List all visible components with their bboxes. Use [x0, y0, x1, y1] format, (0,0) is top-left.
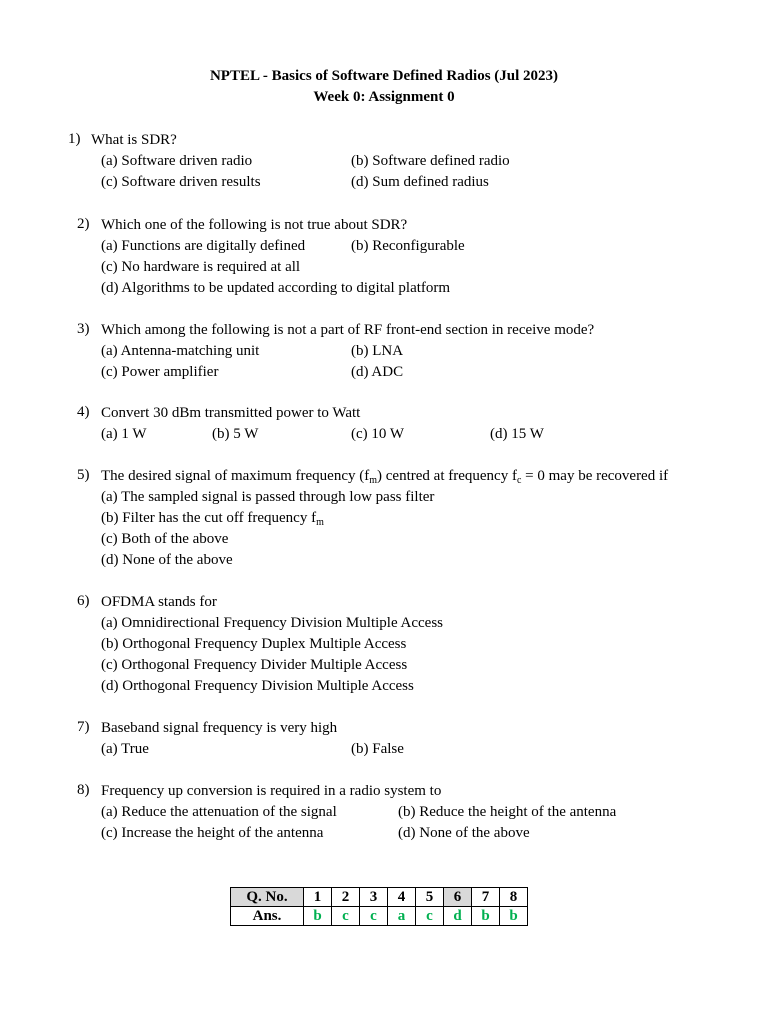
option-b: (b) LNA — [351, 343, 404, 359]
qno-cell: 1 — [304, 888, 332, 907]
option-d: (d) Orthogonal Frequency Division Multiple Access — [101, 678, 414, 694]
answer-cell: b — [304, 907, 332, 926]
qno-cell: 6 — [444, 888, 472, 907]
option-c: (c) 10 W — [351, 426, 405, 442]
question-number: 8) — [77, 782, 90, 798]
qno-cell: 8 — [500, 888, 528, 907]
answer-cell: c — [332, 907, 360, 926]
question-number: 3) — [77, 321, 90, 337]
question-text: The desired signal of maximum frequency $(f_m)$ centred at frequency $f_c = 0$ may be recovered if — [101, 468, 669, 486]
option-b: (b) Reconfigurable — [351, 238, 465, 254]
option-b: (b) 5 W — [212, 426, 259, 442]
question-text: Which one of the following is not true about SDR? — [101, 217, 408, 233]
answer-row — [231, 907, 528, 926]
question-number: 2) — [77, 216, 90, 232]
option-b: (b) Reduce the height of the antenna — [398, 804, 617, 820]
document-subtitle: Week 0: Assignment 0 — [313, 89, 455, 105]
option-b: (b) Filter has the cut off frequency $f_m$ — [101, 510, 324, 528]
option-a: (a) Omnidirectional Frequency Division Multiple Access — [101, 615, 444, 631]
option-c: (c) Power amplifier — [101, 364, 219, 380]
option-d: (d) Algorithms to be updated according to digital platform — [101, 280, 451, 296]
ans-header: Ans. — [231, 907, 304, 926]
qno-cell: 2 — [332, 888, 360, 907]
qno-cell: 7 — [472, 888, 500, 907]
option-c: (c) Increase the height of the antenna — [101, 825, 324, 841]
option-a: (a) Reduce the attenuation of the signal — [101, 804, 337, 820]
option-c: (c) Orthogonal Frequency Divider Multiple Access — [101, 657, 408, 673]
option-b: (b) Software defined radio — [351, 153, 510, 169]
question-number: 4) — [77, 404, 90, 420]
qno-cell: 5 — [416, 888, 444, 907]
question-number: 1) — [68, 131, 81, 147]
question-number: 7) — [77, 719, 90, 735]
option-d: (d) None of the above — [398, 825, 530, 841]
option-a: (a) Software driven radio — [101, 153, 253, 169]
answer-key-table — [230, 887, 528, 926]
question-text: Frequency up conversion is required in a radio system to — [101, 783, 442, 799]
answer-cell: d — [444, 907, 472, 926]
question-number: 5) — [77, 467, 90, 483]
option-d: (d) ADC — [351, 364, 404, 380]
qno-cell: 4 — [388, 888, 416, 907]
qno-header: Q. No. — [231, 888, 304, 907]
qno-cell: 3 — [360, 888, 388, 907]
answer-cell: b — [472, 907, 500, 926]
answer-cell: b — [500, 907, 528, 926]
answer-cell: c — [360, 907, 388, 926]
option-d: (d) None of the above — [101, 552, 233, 568]
option-b: (b) Orthogonal Frequency Duplex Multiple Access — [101, 636, 407, 652]
option-d: (d) Sum defined radius — [351, 174, 489, 190]
document-title: NPTEL - Basics of Software Defined Radios (Jul 2023) — [209, 68, 559, 84]
option-c: (c) Both of the above — [101, 531, 229, 547]
answer-cell: a — [388, 907, 416, 926]
option-d: (d) 15 W — [490, 426, 544, 442]
question-text: OFDMA stands for — [101, 594, 217, 610]
option-c: (c) No hardware is required at all — [101, 259, 301, 275]
option-a: (a) True — [101, 741, 149, 757]
option-a: (a) Antenna-matching unit — [101, 343, 260, 359]
question-text: Which among the following is not a part of RF front-end section in receive mode? — [101, 322, 595, 338]
question-number-row — [231, 888, 528, 907]
option-c: (c) Software driven results — [101, 174, 261, 190]
option-a: (a) Functions are digitally defined — [101, 238, 306, 254]
option-b: (b) False — [351, 741, 404, 757]
question-text: Baseband signal frequency is very high — [101, 720, 338, 736]
answer-cell: c — [416, 907, 444, 926]
question-text: What is SDR? — [91, 132, 177, 148]
question-text: Convert 30 dBm transmitted power to Watt — [101, 405, 361, 421]
question-number: 6) — [77, 593, 90, 609]
option-a: (a) 1 W — [101, 426, 147, 442]
option-a: (a) The sampled signal is passed through low pass filter — [101, 489, 435, 505]
